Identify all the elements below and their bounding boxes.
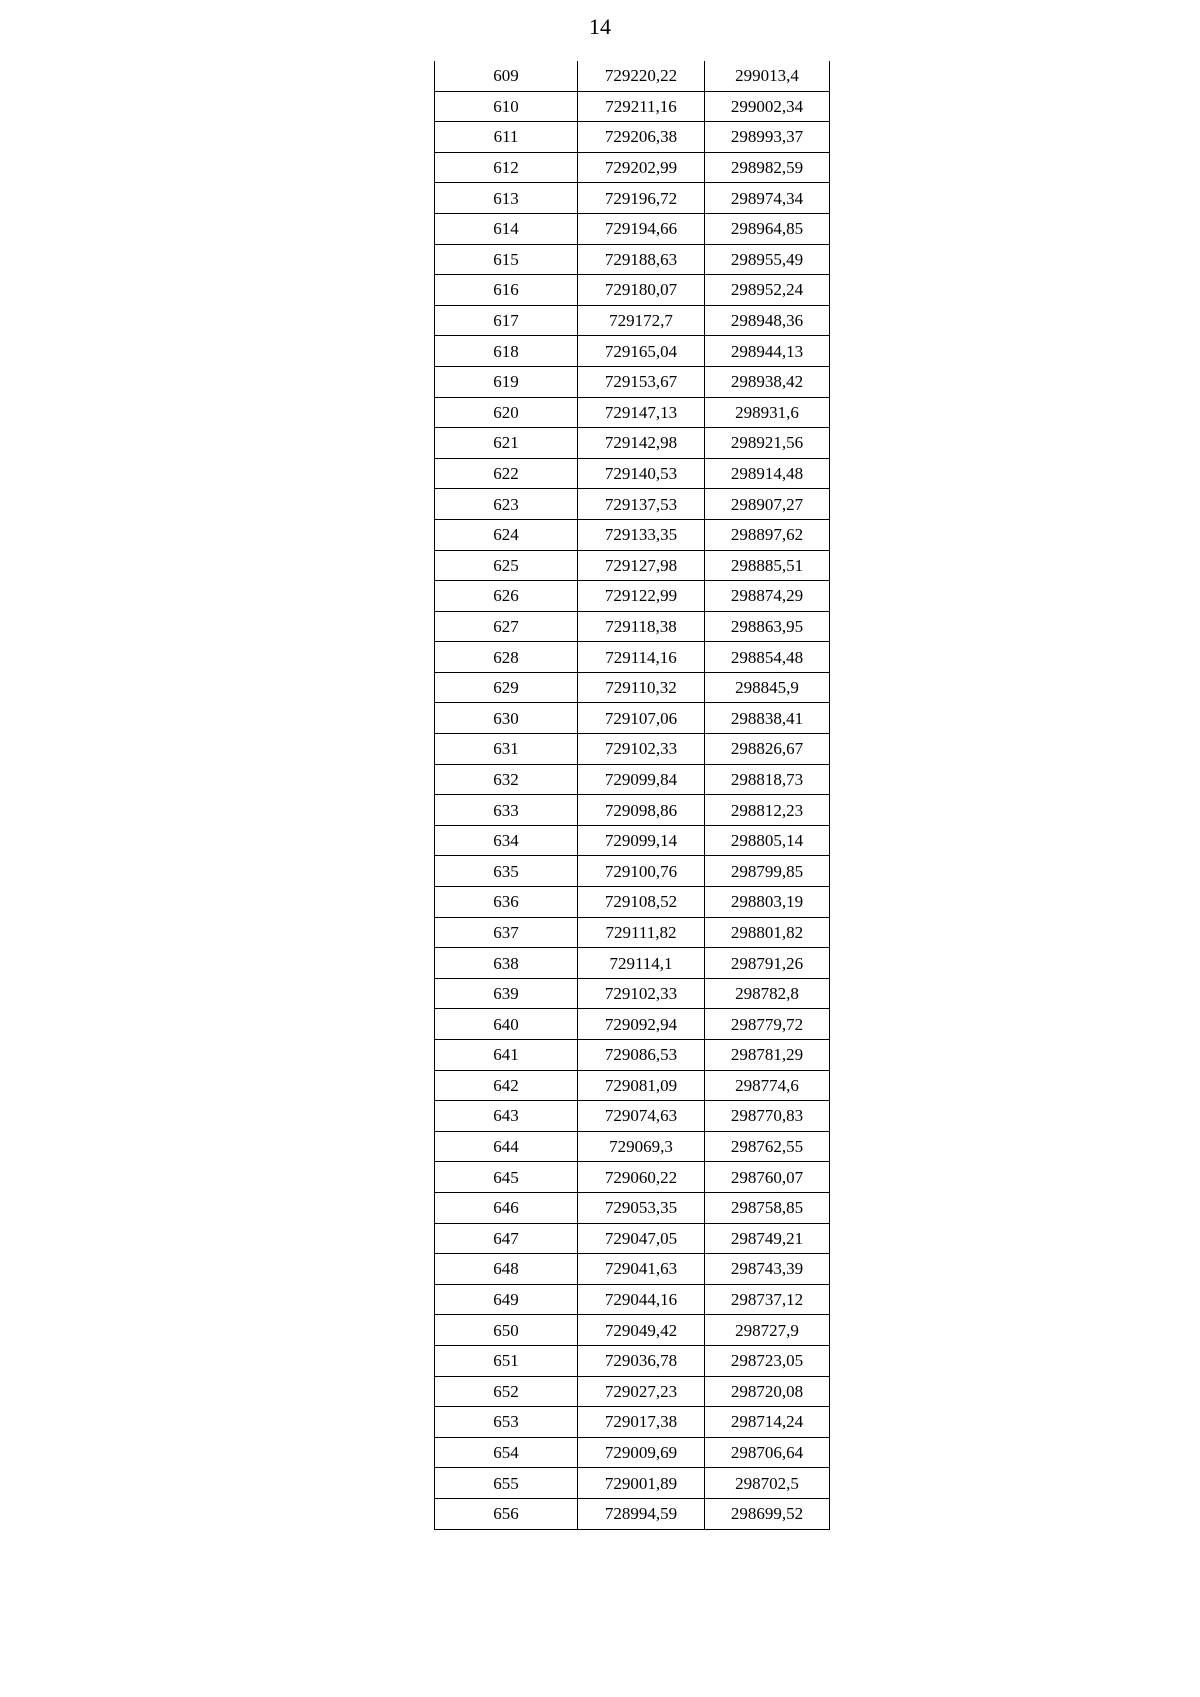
table-row <box>435 887 830 918</box>
table-row <box>435 305 830 336</box>
point-number-cell: 630 <box>435 703 578 734</box>
y-coordinate-cell: 298720,08 <box>705 1376 830 1407</box>
table-row <box>435 122 830 153</box>
point-number-cell: 611 <box>435 122 578 153</box>
y-coordinate-cell: 298885,51 <box>705 550 830 581</box>
table-row <box>435 428 830 459</box>
y-coordinate-cell: 298749,21 <box>705 1223 830 1254</box>
y-coordinate-cell: 298845,9 <box>705 672 830 703</box>
point-number-cell: 642 <box>435 1070 578 1101</box>
point-number-cell: 627 <box>435 611 578 642</box>
y-coordinate-cell: 298779,72 <box>705 1009 830 1040</box>
table-row <box>435 734 830 765</box>
y-coordinate-cell: 299013,4 <box>705 61 830 91</box>
x-coordinate-cell: 729194,66 <box>578 213 705 244</box>
y-coordinate-cell: 298781,29 <box>705 1040 830 1071</box>
table-row <box>435 1254 830 1285</box>
y-coordinate-cell: 298760,07 <box>705 1162 830 1193</box>
y-coordinate-cell: 298982,59 <box>705 152 830 183</box>
x-coordinate-cell: 729027,23 <box>578 1376 705 1407</box>
table-row <box>435 458 830 489</box>
table-row <box>435 825 830 856</box>
table-row <box>435 1315 830 1346</box>
x-coordinate-cell: 729099,14 <box>578 825 705 856</box>
x-coordinate-cell: 729017,38 <box>578 1407 705 1438</box>
table-row <box>435 550 830 581</box>
point-number-cell: 618 <box>435 336 578 367</box>
table-row <box>435 581 830 612</box>
x-coordinate-cell: 729092,94 <box>578 1009 705 1040</box>
y-coordinate-cell: 298799,85 <box>705 856 830 887</box>
point-number-cell: 626 <box>435 581 578 612</box>
point-number-cell: 635 <box>435 856 578 887</box>
y-coordinate-cell: 298955,49 <box>705 244 830 275</box>
coordinates-table <box>434 61 830 1530</box>
point-number-cell: 637 <box>435 917 578 948</box>
y-coordinate-cell: 298818,73 <box>705 764 830 795</box>
y-coordinate-cell: 298801,82 <box>705 917 830 948</box>
x-coordinate-cell: 728994,59 <box>578 1498 705 1529</box>
table-row <box>435 856 830 887</box>
x-coordinate-cell: 729147,13 <box>578 397 705 428</box>
point-number-cell: 653 <box>435 1407 578 1438</box>
x-coordinate-cell: 729180,07 <box>578 275 705 306</box>
table-row <box>435 795 830 826</box>
y-coordinate-cell: 298952,24 <box>705 275 830 306</box>
y-coordinate-cell: 298914,48 <box>705 458 830 489</box>
point-number-cell: 613 <box>435 183 578 214</box>
y-coordinate-cell: 299002,34 <box>705 91 830 122</box>
x-coordinate-cell: 729118,38 <box>578 611 705 642</box>
point-number-cell: 636 <box>435 887 578 918</box>
point-number-cell: 620 <box>435 397 578 428</box>
table-row <box>435 1131 830 1162</box>
table-row <box>435 1040 830 1071</box>
table-row <box>435 642 830 673</box>
point-number-cell: 625 <box>435 550 578 581</box>
x-coordinate-cell: 729206,38 <box>578 122 705 153</box>
y-coordinate-cell: 298743,39 <box>705 1254 830 1285</box>
y-coordinate-cell: 298897,62 <box>705 519 830 550</box>
y-coordinate-cell: 298803,19 <box>705 887 830 918</box>
x-coordinate-cell: 729188,63 <box>578 244 705 275</box>
y-coordinate-cell: 298974,34 <box>705 183 830 214</box>
table-row <box>435 366 830 397</box>
table-row <box>435 61 830 91</box>
table-row <box>435 917 830 948</box>
x-coordinate-cell: 729140,53 <box>578 458 705 489</box>
x-coordinate-cell: 729001,89 <box>578 1468 705 1499</box>
y-coordinate-cell: 298863,95 <box>705 611 830 642</box>
y-coordinate-cell: 298854,48 <box>705 642 830 673</box>
table-row <box>435 397 830 428</box>
x-coordinate-cell: 729133,35 <box>578 519 705 550</box>
y-coordinate-cell: 298723,05 <box>705 1345 830 1376</box>
point-number-cell: 639 <box>435 978 578 1009</box>
point-number-cell: 654 <box>435 1437 578 1468</box>
point-number-cell: 632 <box>435 764 578 795</box>
point-number-cell: 609 <box>435 61 578 91</box>
table-row <box>435 764 830 795</box>
y-coordinate-cell: 298921,56 <box>705 428 830 459</box>
table-row <box>435 948 830 979</box>
x-coordinate-cell: 729220,22 <box>578 61 705 91</box>
point-number-cell: 621 <box>435 428 578 459</box>
table-row <box>435 978 830 1009</box>
y-coordinate-cell: 298838,41 <box>705 703 830 734</box>
point-number-cell: 646 <box>435 1192 578 1223</box>
point-number-cell: 648 <box>435 1254 578 1285</box>
table-row <box>435 244 830 275</box>
x-coordinate-cell: 729202,99 <box>578 152 705 183</box>
x-coordinate-cell: 729114,1 <box>578 948 705 979</box>
table-row <box>435 672 830 703</box>
x-coordinate-cell: 729142,98 <box>578 428 705 459</box>
table-row <box>435 336 830 367</box>
point-number-cell: 640 <box>435 1009 578 1040</box>
x-coordinate-cell: 729074,63 <box>578 1101 705 1132</box>
y-coordinate-cell: 298782,8 <box>705 978 830 1009</box>
x-coordinate-cell: 729172,7 <box>578 305 705 336</box>
point-number-cell: 643 <box>435 1101 578 1132</box>
x-coordinate-cell: 729041,63 <box>578 1254 705 1285</box>
x-coordinate-cell: 729110,32 <box>578 672 705 703</box>
table-row <box>435 152 830 183</box>
point-number-cell: 624 <box>435 519 578 550</box>
point-number-cell: 628 <box>435 642 578 673</box>
table-row <box>435 1223 830 1254</box>
table-row <box>435 213 830 244</box>
x-coordinate-cell: 729111,82 <box>578 917 705 948</box>
x-coordinate-cell: 729044,16 <box>578 1284 705 1315</box>
y-coordinate-cell: 298812,23 <box>705 795 830 826</box>
x-coordinate-cell: 729098,86 <box>578 795 705 826</box>
table-row <box>435 1376 830 1407</box>
x-coordinate-cell: 729049,42 <box>578 1315 705 1346</box>
table-row <box>435 1345 830 1376</box>
table-row <box>435 183 830 214</box>
y-coordinate-cell: 298714,24 <box>705 1407 830 1438</box>
table-row <box>435 1468 830 1499</box>
x-coordinate-cell: 729086,53 <box>578 1040 705 1071</box>
y-coordinate-cell: 298944,13 <box>705 336 830 367</box>
y-coordinate-cell: 298931,6 <box>705 397 830 428</box>
table-row <box>435 489 830 520</box>
point-number-cell: 652 <box>435 1376 578 1407</box>
point-number-cell: 644 <box>435 1131 578 1162</box>
point-number-cell: 629 <box>435 672 578 703</box>
x-coordinate-cell: 729153,67 <box>578 366 705 397</box>
table-row <box>435 1162 830 1193</box>
x-coordinate-cell: 729009,69 <box>578 1437 705 1468</box>
y-coordinate-cell: 298805,14 <box>705 825 830 856</box>
point-number-cell: 656 <box>435 1498 578 1529</box>
point-number-cell: 633 <box>435 795 578 826</box>
y-coordinate-cell: 298948,36 <box>705 305 830 336</box>
y-coordinate-cell: 298826,67 <box>705 734 830 765</box>
table-row <box>435 1437 830 1468</box>
x-coordinate-cell: 729081,09 <box>578 1070 705 1101</box>
point-number-cell: 634 <box>435 825 578 856</box>
x-coordinate-cell: 729114,16 <box>578 642 705 673</box>
table-row <box>435 91 830 122</box>
point-number-cell: 645 <box>435 1162 578 1193</box>
y-coordinate-cell: 298938,42 <box>705 366 830 397</box>
y-coordinate-cell: 298770,83 <box>705 1101 830 1132</box>
y-coordinate-cell: 298727,9 <box>705 1315 830 1346</box>
x-coordinate-cell: 729100,76 <box>578 856 705 887</box>
point-number-cell: 612 <box>435 152 578 183</box>
x-coordinate-cell: 729069,3 <box>578 1131 705 1162</box>
point-number-cell: 647 <box>435 1223 578 1254</box>
table-row <box>435 1070 830 1101</box>
y-coordinate-cell: 298702,5 <box>705 1468 830 1499</box>
point-number-cell: 619 <box>435 366 578 397</box>
y-coordinate-cell: 298774,6 <box>705 1070 830 1101</box>
point-number-cell: 641 <box>435 1040 578 1071</box>
x-coordinate-cell: 729196,72 <box>578 183 705 214</box>
x-coordinate-cell: 729107,06 <box>578 703 705 734</box>
y-coordinate-cell: 298964,85 <box>705 213 830 244</box>
x-coordinate-cell: 729060,22 <box>578 1162 705 1193</box>
x-coordinate-cell: 729108,52 <box>578 887 705 918</box>
table-row <box>435 1284 830 1315</box>
point-number-cell: 655 <box>435 1468 578 1499</box>
y-coordinate-cell: 298907,27 <box>705 489 830 520</box>
x-coordinate-cell: 729053,35 <box>578 1192 705 1223</box>
point-number-cell: 617 <box>435 305 578 336</box>
y-coordinate-cell: 298706,64 <box>705 1437 830 1468</box>
table-row <box>435 1192 830 1223</box>
x-coordinate-cell: 729099,84 <box>578 764 705 795</box>
x-coordinate-cell: 729102,33 <box>578 978 705 1009</box>
point-number-cell: 631 <box>435 734 578 765</box>
x-coordinate-cell: 729102,33 <box>578 734 705 765</box>
table-row <box>435 1101 830 1132</box>
point-number-cell: 649 <box>435 1284 578 1315</box>
y-coordinate-cell: 298791,26 <box>705 948 830 979</box>
x-coordinate-cell: 729122,99 <box>578 581 705 612</box>
y-coordinate-cell: 298874,29 <box>705 581 830 612</box>
table-row <box>435 519 830 550</box>
table-row <box>435 1009 830 1040</box>
table-row <box>435 1498 830 1529</box>
x-coordinate-cell: 729165,04 <box>578 336 705 367</box>
x-coordinate-cell: 729047,05 <box>578 1223 705 1254</box>
point-number-cell: 651 <box>435 1345 578 1376</box>
table-row <box>435 1407 830 1438</box>
y-coordinate-cell: 298993,37 <box>705 122 830 153</box>
point-number-cell: 610 <box>435 91 578 122</box>
point-number-cell: 615 <box>435 244 578 275</box>
point-number-cell: 614 <box>435 213 578 244</box>
table-row <box>435 611 830 642</box>
point-number-cell: 650 <box>435 1315 578 1346</box>
x-coordinate-cell: 729127,98 <box>578 550 705 581</box>
y-coordinate-cell: 298699,52 <box>705 1498 830 1529</box>
coordinates-table-body <box>435 61 830 1529</box>
table-row <box>435 703 830 734</box>
page-number: 14 <box>589 14 611 39</box>
point-number-cell: 616 <box>435 275 578 306</box>
point-number-cell: 623 <box>435 489 578 520</box>
point-number-cell: 638 <box>435 948 578 979</box>
x-coordinate-cell: 729137,53 <box>578 489 705 520</box>
y-coordinate-cell: 298758,85 <box>705 1192 830 1223</box>
point-number-cell: 622 <box>435 458 578 489</box>
table-row <box>435 275 830 306</box>
x-coordinate-cell: 729211,16 <box>578 91 705 122</box>
y-coordinate-cell: 298762,55 <box>705 1131 830 1162</box>
x-coordinate-cell: 729036,78 <box>578 1345 705 1376</box>
y-coordinate-cell: 298737,12 <box>705 1284 830 1315</box>
